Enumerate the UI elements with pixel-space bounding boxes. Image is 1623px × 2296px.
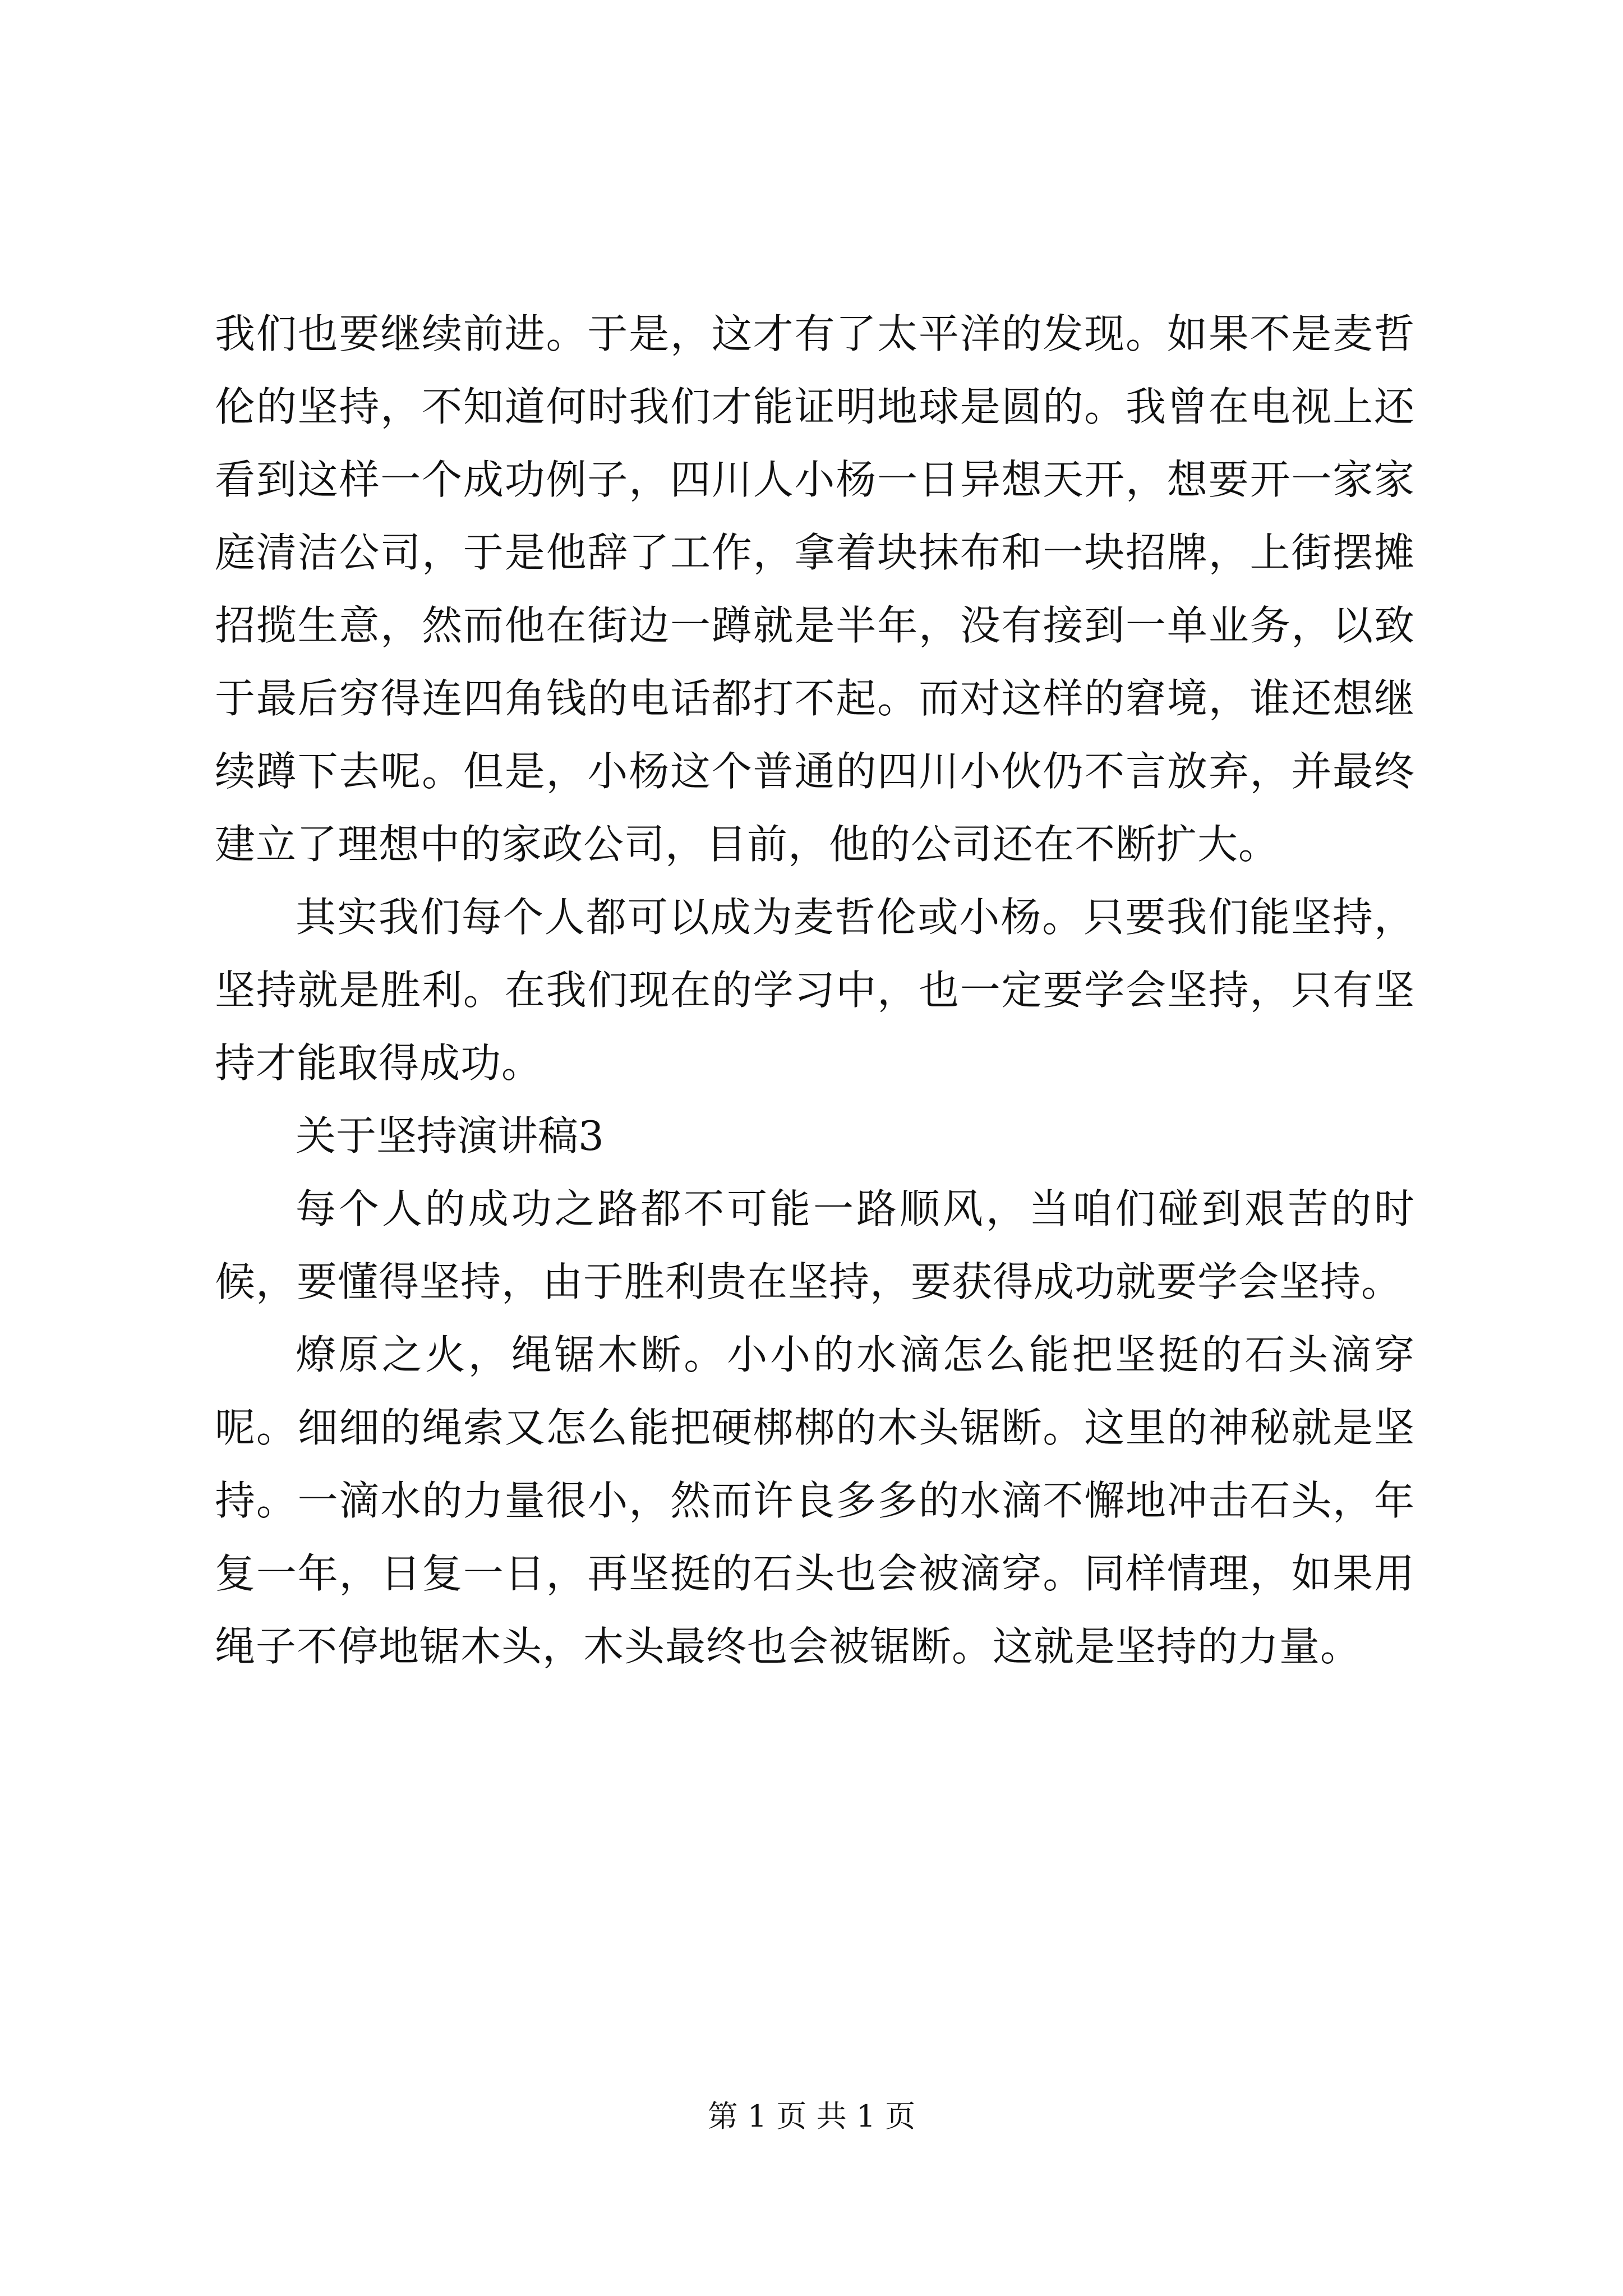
paragraph: 其实我们每个人都可以成为麦哲伦或小杨。只要我们能坚持，坚持就是胜利。在我们现在的学习中，也一定要学会坚持，只有坚持才能取得成功。: [215, 894, 1415, 1087]
paragraph: 每个人的成功之路都不可能一路顺风，当咱们碰到艰苦的时候，要懂得坚持，由于胜利贵在坚持，要获得成功就要学会坚持。: [215, 1185, 1415, 1305]
paragraph-continuation: 我们也要继续前进。于是，这才有了太平洋的发现。如果不是麦哲伦的坚持，不知道何时我们才能证明地球是圆的。我曾在电视上还看到这样一个成功例子，四川人小杨一日异想天开，想要开一家家庭清洁公司，于是他辞了工作，拿着块抹布和一块招牌，上街摆摊招揽生意，然而他在街边一蹲就是半年，没有接到一单业务，以致于最后穷得连四角钱的电话都打不起。而对这样的窘境，谁还想继续蹲下去呢。但是，小杨这个普通的四川小伙仍不言放弃，并最终建立了理想中的家政公司，目前，他的公司还在不断扩大。: [215, 310, 1415, 868]
paragraph: 燎原之火，绳锯木断。小小的水滴怎么能把坚挺的石头滴穿呢。细细的绳索又怎么能把硬梆梆的木头锯断。这里的神秘就是坚持。一滴水的力量很小，然而许良多多的水滴不懈地冲击石头，年复一年，日复一日，再坚挺的石头也会被滴穿。同样情理，如果用绳子不停地锯木头，木头最终也会被锯断。这就是坚持的力量。: [215, 1331, 1415, 1670]
page-footer: 第 1 页 共 1 页: [707, 2099, 916, 2134]
section-heading: 关于坚持演讲稿3: [296, 1112, 604, 1159]
document-body: [215, 297, 1415, 1683]
